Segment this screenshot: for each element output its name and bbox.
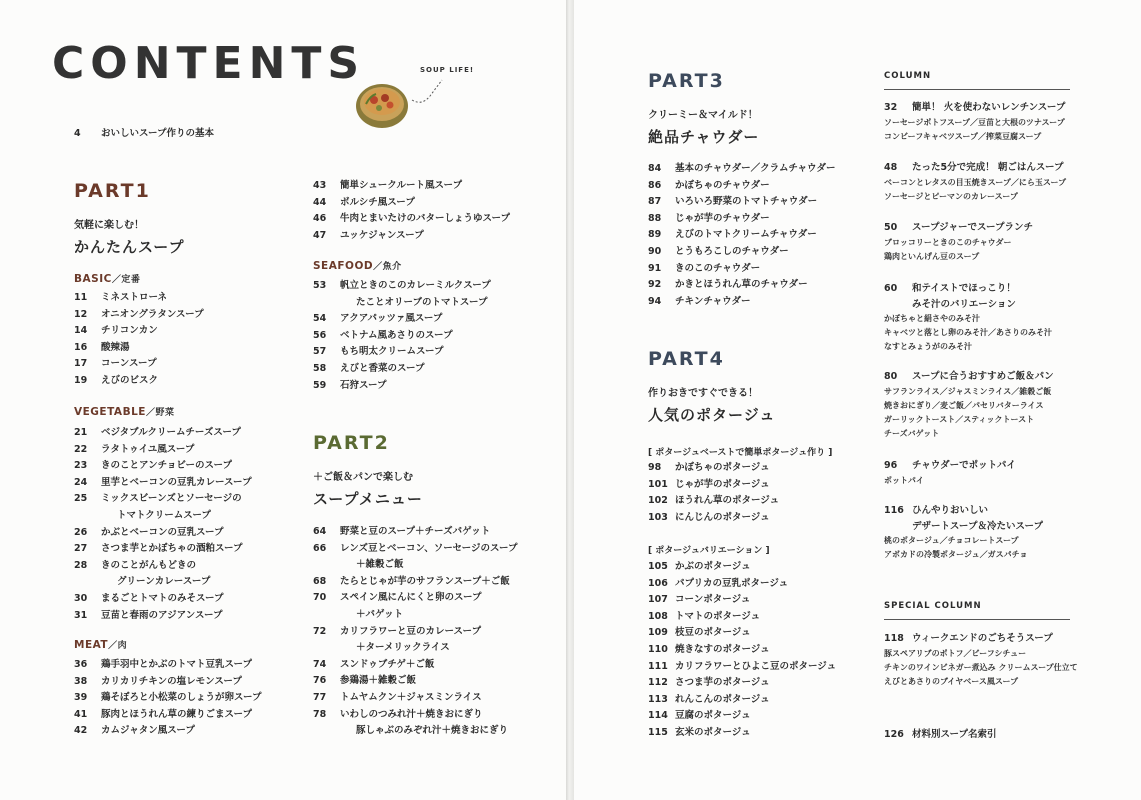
entry-title: トマトのポタージュ xyxy=(675,610,761,622)
toc-entry[interactable] xyxy=(648,510,779,527)
part2-subtitle: ＋ご飯＆パンで楽しむ xyxy=(313,472,413,483)
entry-title: きのことアンチョビーのスープ xyxy=(101,460,233,472)
part4-label: PART4 xyxy=(648,348,725,370)
page-number: 31 xyxy=(74,609,88,621)
entry-title: きのこのチャウダー xyxy=(675,262,761,274)
entry-title: アクアパッツァ風スープ xyxy=(340,313,443,325)
page-number: 77 xyxy=(313,691,327,703)
entry-title: トムヤムクン＋ジャスミンライス xyxy=(340,691,482,703)
toc-entry[interactable] xyxy=(74,541,252,558)
toc-entry[interactable] xyxy=(74,290,204,307)
page-number: 39 xyxy=(74,692,88,704)
toc-entry[interactable] xyxy=(313,378,491,395)
toc-entry[interactable] xyxy=(313,278,491,295)
entry-title: 鶏そぼろと小松菜のしょうが卵スープ xyxy=(101,692,262,704)
entry-title: 牛肉とまいたけのバターしょうゆスープ xyxy=(340,213,511,225)
seafood-list xyxy=(313,278,491,394)
column-rule xyxy=(884,89,1070,90)
toc-entry[interactable] xyxy=(648,460,779,477)
entry-title: いろいろ野菜のトマトチャウダー xyxy=(675,196,818,208)
section-seafood: SEAFOOD／魚介 xyxy=(313,260,402,272)
page-number: 109 xyxy=(648,627,668,639)
toc-entry[interactable] xyxy=(74,458,252,475)
page-number: 26 xyxy=(74,526,88,538)
toc-entry[interactable] xyxy=(648,576,836,593)
page-number: 21 xyxy=(74,427,88,438)
special-column-rule xyxy=(884,619,1070,620)
entry-title: えびのビスク xyxy=(101,374,159,386)
page-number: 113 xyxy=(648,693,668,705)
entry-title: 酸辣湯 xyxy=(101,341,130,353)
toc-entry[interactable] xyxy=(313,311,491,328)
page-number: 72 xyxy=(313,625,327,637)
toc-entry[interactable] xyxy=(74,558,252,575)
entry-title: 鶏手羽中とかぶのトマト豆乳スープ xyxy=(101,659,253,670)
toc-entry[interactable] xyxy=(313,228,510,245)
toc-entry[interactable] xyxy=(648,592,836,609)
entry-title: もち明太クリームスープ xyxy=(340,346,444,358)
entry-title: パプリカの豆乳ポタージュ xyxy=(675,577,789,589)
toc-entry[interactable] xyxy=(74,657,262,674)
page-number: 23 xyxy=(74,460,88,472)
page-number: 30 xyxy=(74,592,88,604)
toc-entry[interactable] xyxy=(648,294,835,311)
toc-entry[interactable] xyxy=(648,642,836,659)
entry-title: スペイン風にんにくと卵のスープ xyxy=(340,592,482,604)
entry-title: カリカリチキンの塩レモンスープ xyxy=(101,675,242,687)
entry-title: レンズ豆とベーコン、ソーセージのスープ xyxy=(340,542,518,554)
entry-title: いわしのつみれ汁＋焼きおにぎり xyxy=(340,708,483,720)
toc-entry[interactable] xyxy=(313,541,518,558)
entry-title: ミックスビーンズとソーセージの xyxy=(101,493,242,505)
toc-entry[interactable] xyxy=(648,161,835,178)
toc-entry[interactable] xyxy=(74,608,252,625)
page-number: 76 xyxy=(313,675,327,687)
entry-title: 豆腐のポタージュ xyxy=(675,710,751,722)
page-number: 41 xyxy=(74,708,88,720)
toc-entry[interactable] xyxy=(313,574,518,591)
section-vegetable: VEGETABLE／野菜 xyxy=(74,406,175,418)
page-number: 27 xyxy=(74,543,88,555)
toc-entry[interactable] xyxy=(74,340,204,357)
toc-entry[interactable] xyxy=(648,277,835,294)
entry-title: にんじんのポタージュ xyxy=(675,511,770,523)
toc-entry[interactable] xyxy=(74,574,252,591)
special-column-title: SPECIAL COLUMN xyxy=(884,601,982,611)
entry-title: コーンスープ xyxy=(101,358,157,370)
page-number: 17 xyxy=(74,358,88,370)
toc-entry[interactable] xyxy=(648,625,836,642)
toc-entry[interactable] xyxy=(313,673,518,690)
column-60[interactable]: 60 和テイストでほっこり！ みそ汁のバリエーション かぼちゃと絹さやのみそ汁 キャベツと落とし卵のみそ汁／あさりのみそ汁 なすとみょうがのみそ汁 xyxy=(884,283,1052,351)
entry-title: グリーンカレースープ xyxy=(117,576,211,588)
toc-entry[interactable] xyxy=(313,524,518,541)
entry-title: とうもろこしのチャウダー xyxy=(675,245,789,257)
toc-entry[interactable] xyxy=(74,508,252,525)
entry-title: ユッケジャンスープ xyxy=(340,229,424,241)
entry-title: 枝豆のポタージュ xyxy=(675,627,751,639)
column-80[interactable]: 80 スープに合うおすすめご飯＆パン サフランライス／ジャスミンライス／雑穀ご飯 焼きおにぎり／麦ご飯／パセリバターライス ガーリックトースト／スティックトースト チーズバゲット xyxy=(884,371,1054,438)
entry-title: じゃが芋のポタージュ xyxy=(675,478,770,490)
page-number: 108 xyxy=(648,610,668,622)
entry-title: カムジャタン風スープ xyxy=(101,725,195,737)
entry-title: ＋雑穀ご飯 xyxy=(356,559,404,571)
column-116[interactable]: 116 ひんやりおいしい デザートスープ＆冷たいスープ 桃のポタージュ／チョコレートスープ アボカドの冷製ポタージュ／ガスパチョ xyxy=(884,505,1044,559)
entry-title: かぼちゃのポタージュ xyxy=(675,462,770,473)
page-number: 11 xyxy=(74,292,88,303)
column-50[interactable]: 50 スープジャーでスープランチ ブロッコリーときのこのチャウダー 鶏肉といんげん豆のスープ xyxy=(884,222,1034,261)
toc-entry[interactable] xyxy=(313,344,491,361)
entry-title: チキンチャウダー xyxy=(675,295,751,307)
part3-heading: 絶品チャウダー xyxy=(648,128,760,146)
part4-variation-list xyxy=(648,559,836,742)
entry-title: かぶとベーコンの豆乳スープ xyxy=(101,526,224,538)
toc-entry[interactable] xyxy=(74,491,252,508)
page-number: 28 xyxy=(74,559,88,571)
page-number: 110 xyxy=(648,643,668,655)
soup-life-label: SOUP LIFE! xyxy=(420,66,475,74)
page-number: 64 xyxy=(313,526,327,537)
entry-title: 簡単シュークルート風スープ xyxy=(340,180,463,191)
entry-title: かきとほうれん草のチャウダー xyxy=(675,279,808,291)
toc-entry[interactable] xyxy=(313,295,491,312)
toc-entry[interactable] xyxy=(648,659,836,676)
page-number: 114 xyxy=(648,710,668,722)
page-number: 112 xyxy=(648,677,668,689)
page-number: 107 xyxy=(648,594,668,606)
page-number: 66 xyxy=(313,542,327,554)
entry-title: 基本のチャウダー／クラムチャウダー xyxy=(675,163,836,174)
entry-title: 里芋とベーコンの豆乳カレースープ xyxy=(101,476,252,488)
column-48[interactable]: 48 たった5分で完成！ 朝ごはんスープ ベーコンとレタスの目玉焼きスープ／にら玉スープ ソーセージとピーマンのカレースープ xyxy=(884,162,1067,201)
entry-title: ベジタブルクリームチーズスープ xyxy=(101,427,241,438)
toc-entry[interactable] xyxy=(313,707,518,724)
entry-title: カリフラワーとひよこ豆のポタージュ xyxy=(675,660,837,672)
toc-entry[interactable] xyxy=(648,261,835,278)
page-number: 105 xyxy=(648,561,668,572)
page-number: 103 xyxy=(648,511,668,523)
meat-list-continued xyxy=(313,178,510,244)
page-number: 47 xyxy=(313,229,327,241)
page-number: 84 xyxy=(648,163,662,174)
soup-bowl-illustration xyxy=(352,70,452,132)
toc-entry[interactable] xyxy=(74,356,204,373)
page-number: 89 xyxy=(648,229,662,241)
page-number: 68 xyxy=(313,575,327,587)
toc-entry[interactable] xyxy=(74,591,252,608)
page-number: 111 xyxy=(648,660,668,672)
toc-entry[interactable] xyxy=(648,227,835,244)
page-number: 16 xyxy=(74,341,88,353)
entry-title: たらとじゃが芋のサフランスープ＋ご飯 xyxy=(340,575,510,587)
entry-title: れんこんのポタージュ xyxy=(675,693,770,705)
toc-entry[interactable] xyxy=(648,211,835,228)
toc-entry[interactable] xyxy=(648,725,836,742)
basic-list xyxy=(74,290,204,390)
toc-entry[interactable] xyxy=(313,557,518,574)
page-number: 42 xyxy=(74,725,88,737)
entry-title: オニオングラタンスープ xyxy=(101,308,204,320)
toc-entry[interactable] xyxy=(313,640,518,657)
potage-base-bracket: [ ポタージュベーストで簡単ポタージュ作り ] xyxy=(648,448,833,458)
entry-title: 玄米のポタージュ xyxy=(675,726,751,738)
page-number: 14 xyxy=(74,325,88,337)
page-number: 57 xyxy=(313,346,327,358)
part3-subtitle: クリーミー＆マイルド！ xyxy=(648,110,758,121)
special-column-118[interactable]: 118 ウィークエンドのごちそうスープ 豚スペアリブのポトフ／ビーフシチュー チキンのワインビネガー煮込み クリームスープ仕立て えびとあさりのブイヤベース風スープ xyxy=(884,633,1078,686)
page-number: 102 xyxy=(648,495,668,507)
contents-title: CONTENTS xyxy=(52,38,366,89)
toc-entry[interactable] xyxy=(648,708,836,725)
toc-entry[interactable] xyxy=(648,692,836,709)
entry-title: トマトクリームスープ xyxy=(117,509,211,521)
entry-title: 豚しゃぶのみぞれ汁＋焼きおにぎり xyxy=(356,725,509,737)
page-number: 54 xyxy=(313,313,327,325)
toc-entry[interactable] xyxy=(648,178,835,195)
part1-subtitle: 気軽に楽しむ！ xyxy=(74,220,144,231)
entry-title: ボルシチ風スープ xyxy=(340,196,415,208)
page-number: 98 xyxy=(648,462,662,473)
page-number: 59 xyxy=(313,379,327,391)
entry-title: 参鶏湯＋雑穀ご飯 xyxy=(340,675,417,687)
part3-list xyxy=(648,161,835,310)
meat-list xyxy=(74,657,262,740)
toc-entry[interactable] xyxy=(313,361,491,378)
page-number: 115 xyxy=(648,726,668,738)
section-basic: BASIC／定番 xyxy=(74,273,141,285)
toc-entry[interactable] xyxy=(74,674,262,691)
entry-title: えびと香菜のスープ xyxy=(340,362,425,374)
toc-entry[interactable] xyxy=(313,723,518,740)
page-number: 19 xyxy=(74,374,88,386)
page-number: 25 xyxy=(74,493,88,505)
toc-entry[interactable] xyxy=(74,475,252,492)
entry-title: かぶのポタージュ xyxy=(675,561,751,572)
toc-entry[interactable] xyxy=(74,442,252,459)
part2-heading: スープメニュー xyxy=(313,490,423,508)
entry-title: 豚肉とほうれん草の練りごまスープ xyxy=(101,708,253,720)
column-32[interactable]: 32 簡単！ 火を使わないレンチンスープ ソーセージポトフスープ／豆苗と大根のツナスープ コンビーフキャベツスープ／搾菜豆腐スープ xyxy=(884,102,1066,141)
entry-title: さつま芋とかぼちゃの酒粕スープ xyxy=(101,543,243,555)
entry-title: カリフラワーと豆のカレースープ xyxy=(340,625,482,637)
toc-entry[interactable] xyxy=(74,723,262,740)
part1-label: PART1 xyxy=(74,180,151,202)
toc-entry[interactable] xyxy=(648,493,779,510)
entry-title: じゃが芋のチャウダー xyxy=(675,212,770,224)
toc-entry[interactable] xyxy=(648,477,779,494)
toc-entry[interactable] xyxy=(648,244,835,261)
entry-title: ミネストローネ xyxy=(101,292,168,303)
toc-entry[interactable] xyxy=(648,609,836,626)
page-number: 106 xyxy=(648,577,668,589)
part4-base-list xyxy=(648,460,779,526)
column-96[interactable]: 96 チャウダーでポットパイ ポットパイ xyxy=(884,460,1016,485)
toc-entry[interactable] xyxy=(648,559,836,576)
toc-entry[interactable] xyxy=(313,657,518,674)
entry-title: かぼちゃのチャウダー xyxy=(675,179,770,191)
part4-heading: 人気のポタージュ xyxy=(648,406,776,424)
toc-entry[interactable] xyxy=(74,525,252,542)
entry-title: 石狩スープ xyxy=(340,379,387,391)
entry-title: まるごとトマトのみそスープ xyxy=(101,592,224,604)
part2-label: PART2 xyxy=(313,432,390,454)
page-number: 87 xyxy=(648,196,662,208)
entry-title: スンドゥブチゲ＋ご飯 xyxy=(340,658,435,670)
page-number: 58 xyxy=(313,362,327,374)
column-title: COLUMN xyxy=(884,71,932,81)
toc-entry[interactable] xyxy=(313,211,510,228)
entry-title: えびのトマトクリームチャウダー xyxy=(675,229,817,241)
page-number: 22 xyxy=(74,443,88,455)
entry-title: 豆苗と春雨のアジアンスープ xyxy=(101,609,223,621)
toc-entry[interactable] xyxy=(313,195,510,212)
part2-list xyxy=(313,524,518,740)
part1-heading: かんたんスープ xyxy=(74,238,185,256)
toc-entry[interactable] xyxy=(74,307,204,324)
entry-title: 野菜と豆のスープ＋チーズバゲット xyxy=(340,526,491,537)
toc-entry[interactable] xyxy=(648,675,836,692)
toc-entry[interactable] xyxy=(313,607,518,624)
index-126[interactable]: 126 材料別スープ名索引 xyxy=(884,729,997,740)
page-number: 70 xyxy=(313,592,327,604)
book-spine xyxy=(566,0,574,800)
page-number: 53 xyxy=(313,280,327,291)
toc-entry[interactable] xyxy=(313,178,510,195)
page-number: 92 xyxy=(648,279,662,291)
toc-entry[interactable] xyxy=(313,328,491,345)
entry-title: さつま芋のポタージュ xyxy=(675,677,770,689)
vegetable-list xyxy=(74,425,252,624)
page-number: 36 xyxy=(74,659,88,670)
page-number: 86 xyxy=(648,179,662,191)
page-number: 78 xyxy=(313,708,327,720)
page-number: 74 xyxy=(313,658,327,670)
intro-row[interactable]: 4 おいしいスープ作りの基本 xyxy=(74,128,215,139)
entry-title: 帆立ときのこのカレーミルクスープ xyxy=(340,280,491,291)
entry-title: ＋バゲット xyxy=(356,608,404,620)
potage-variation-bracket: [ ポタージュバリエーション ] xyxy=(648,546,770,556)
toc-entry[interactable] xyxy=(648,194,835,211)
part4-subtitle: 作りおきですぐできる！ xyxy=(648,388,758,399)
page-number: 44 xyxy=(313,196,327,208)
page-number: 43 xyxy=(313,180,327,191)
toc-entry[interactable] xyxy=(74,323,204,340)
entry-title: ほうれん草のポタージュ xyxy=(675,495,780,507)
page-number: 101 xyxy=(648,478,668,490)
page-number: 24 xyxy=(74,476,88,488)
entry-title: たことオリーブのトマトスープ xyxy=(356,296,488,308)
page-number: 94 xyxy=(648,295,662,307)
page-number: 56 xyxy=(313,329,327,341)
toc-entry[interactable] xyxy=(74,707,262,724)
page-number: 12 xyxy=(74,308,88,320)
entry-title: ＋ターメリックライス xyxy=(356,642,450,654)
entry-title: ベトナム風あさりのスープ xyxy=(340,329,453,341)
toc-entry[interactable] xyxy=(313,690,518,707)
entry-title: コーンポタージュ xyxy=(675,594,751,606)
entry-title: きのことがんもどきの xyxy=(101,559,197,571)
page-number: 88 xyxy=(648,212,662,224)
section-meat: MEAT／肉 xyxy=(74,639,128,651)
entry-title: ラタトゥイユ風スープ xyxy=(101,443,195,455)
entry-title: 焼きなすのポタージュ xyxy=(675,643,770,655)
page-number: 91 xyxy=(648,262,662,274)
toc-entry[interactable] xyxy=(313,624,518,641)
toc-entry[interactable] xyxy=(74,373,204,390)
toc-entry[interactable] xyxy=(74,690,262,707)
page-number: 46 xyxy=(313,213,327,225)
entry-title: チリコンカン xyxy=(101,325,158,337)
page-number: 90 xyxy=(648,245,662,257)
toc-entry[interactable] xyxy=(313,590,518,607)
part3-label: PART3 xyxy=(648,70,725,92)
toc-entry[interactable] xyxy=(74,425,252,442)
page-number: 38 xyxy=(74,675,88,687)
